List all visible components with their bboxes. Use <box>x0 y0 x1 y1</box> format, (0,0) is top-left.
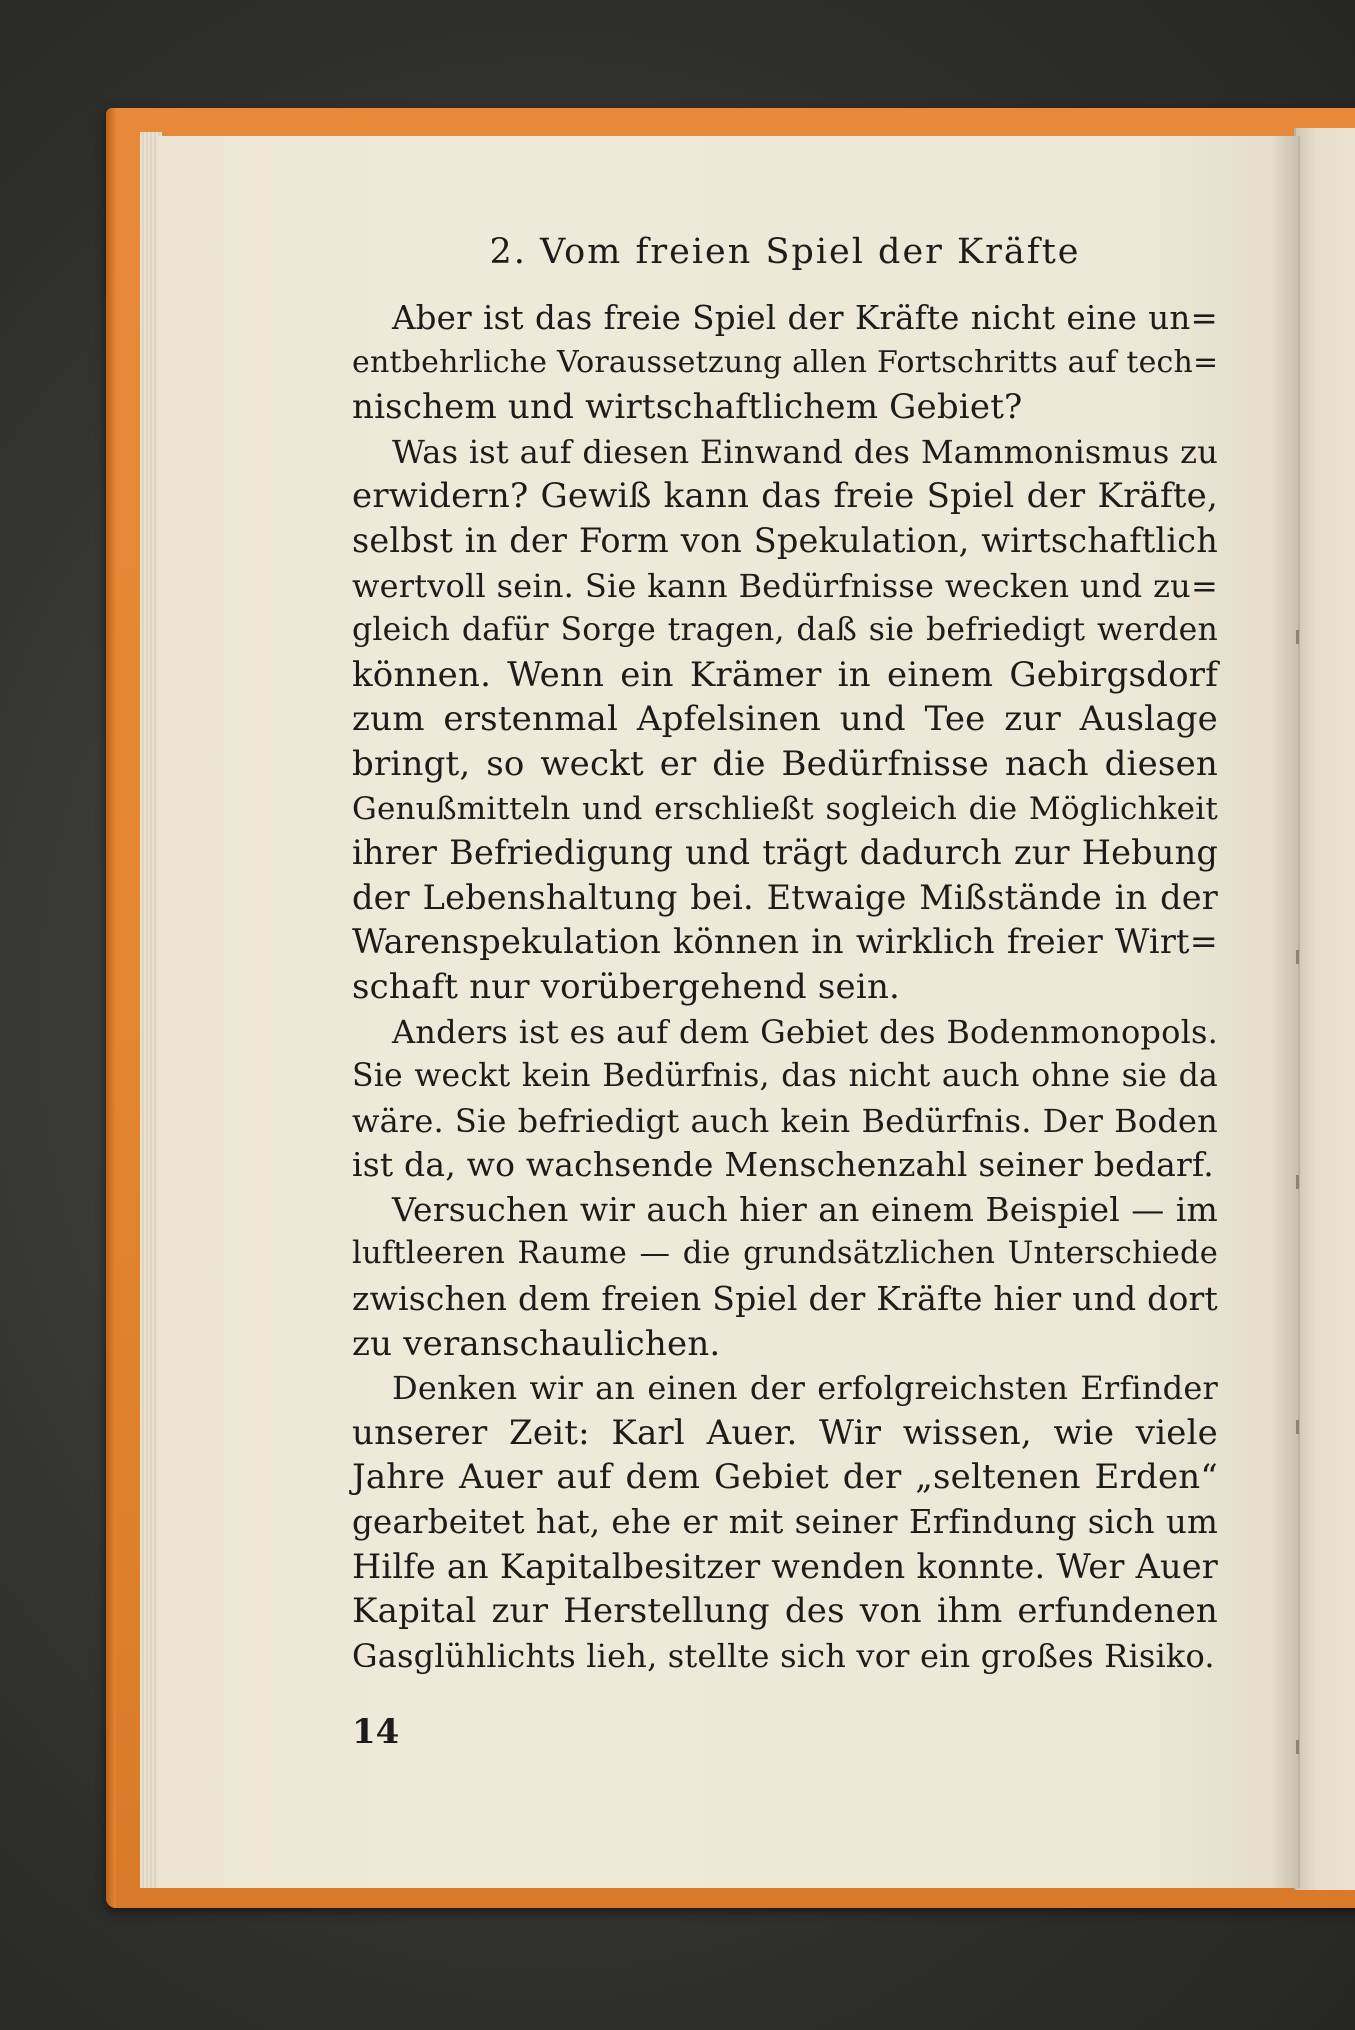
binding-stitch <box>1296 950 1299 964</box>
text-line: wäre. Sie befriedigt auch kein Bedürfnis. Der Boden <box>352 1101 1218 1140</box>
text-line: Hilfe an Kapitalbesitzer wenden konnte. Wer Auer <box>352 1546 1218 1586</box>
text-line: schaft nur vorübergehend sein. <box>352 966 901 1007</box>
text-line: Kapital zur Herstellung des von ihm erfundenen <box>352 1591 1218 1632</box>
text-line: können. Wenn ein Krämer in einem Gebirgsdorf <box>352 654 1218 695</box>
paragraph <box>352 1366 1218 1678</box>
cover-edge <box>106 108 116 1908</box>
text-line: Jahre Auer auf dem Gebiet der „seltenen Erden“ <box>352 1457 1218 1498</box>
text-line: ihrer Befriedigung und trägt dadurch zur Hebung <box>352 833 1218 873</box>
chapter-title: 2. Vom freien Spiel der Kräfte <box>489 232 1081 272</box>
text-line: ist da, wo wachsende Menschenzahl seiner bedarf. <box>352 1145 1214 1185</box>
text-line: Was ist auf diesen Einwand des Mammonismus zu <box>392 432 1218 471</box>
text-line: Denken wir an einen der erfolgreichsten Erfinder <box>392 1369 1218 1408</box>
text-line: bringt, so weckt er die Bedürfnisse nach diesen <box>352 743 1218 784</box>
text-line: selbst in der Form von Spekulation, wirtschaftlich <box>352 520 1218 560</box>
spine-shadow <box>1270 136 1300 1888</box>
paragraph <box>352 1188 1218 1366</box>
paragraph <box>352 430 1218 1010</box>
text-line: unserer Zeit: Karl Auer. Wir wissen, wie viele <box>352 1412 1218 1453</box>
paragraph <box>352 1010 1218 1188</box>
binding-stitch <box>1296 630 1299 644</box>
text-line: entbehrliche Voraussetzung allen Fortschritts auf tech= <box>352 344 1219 380</box>
text-line: Aber ist das freie Spiel der Kräfte nicht eine un= <box>392 299 1218 337</box>
binding-stitch <box>1296 1420 1299 1434</box>
text-line: zu veranschaulichen. <box>352 1323 721 1364</box>
page-number: 14 <box>352 1712 400 1752</box>
binding-stitch <box>1296 1740 1299 1754</box>
text-line: Sie weckt kein Bedürfnis, das nicht auch ohne sie da <box>352 1058 1218 1095</box>
text-line: zum erstenmal Apfelsinen und Tee zur Auslage <box>352 699 1218 740</box>
binding-stitch <box>1296 1175 1299 1189</box>
text-line: Gasglühlichts lieh, stellte sich vor ein großes Risiko. <box>352 1636 1215 1675</box>
text-line: gleich dafür Sorge tragen, daß sie befriedigt werden <box>352 612 1218 649</box>
page-text-block <box>352 230 1218 1678</box>
paragraph <box>352 296 1218 430</box>
text-line: Versuchen wir auch hier an einem Beispiel — im <box>392 1189 1218 1229</box>
text-line: nischem und wirtschaftlichem Gebiet? <box>352 387 1023 428</box>
text-line: Genußmitteln und erschließt sogleich die Möglichkeit <box>352 790 1218 827</box>
facing-page-edge <box>1294 128 1355 1890</box>
text-line: Anders ist es auf dem Gebiet des Bodenmonopols. <box>392 1012 1218 1051</box>
text-line: zwischen dem freien Spiel der Kräfte hier und dort <box>352 1279 1218 1319</box>
text-line: Warenspekulation können in wirklich freier Wirt= <box>352 922 1218 962</box>
text-line: wertvoll sein. Sie kann Bedürfnisse wecken und zu= <box>352 566 1218 605</box>
text-line: gearbeitet hat, ehe er mit seiner Erfindung sich um <box>352 1503 1218 1542</box>
text-line: luftleeren Raume — die grundsätzlichen Unterschiede <box>352 1236 1218 1272</box>
text-line: erwidern? Gewiß kann das freie Spiel der Kräfte, <box>352 476 1218 517</box>
paragraphs <box>352 296 1218 1678</box>
text-line: der Lebenshaltung bei. Etwaige Mißstände in der <box>352 877 1218 917</box>
